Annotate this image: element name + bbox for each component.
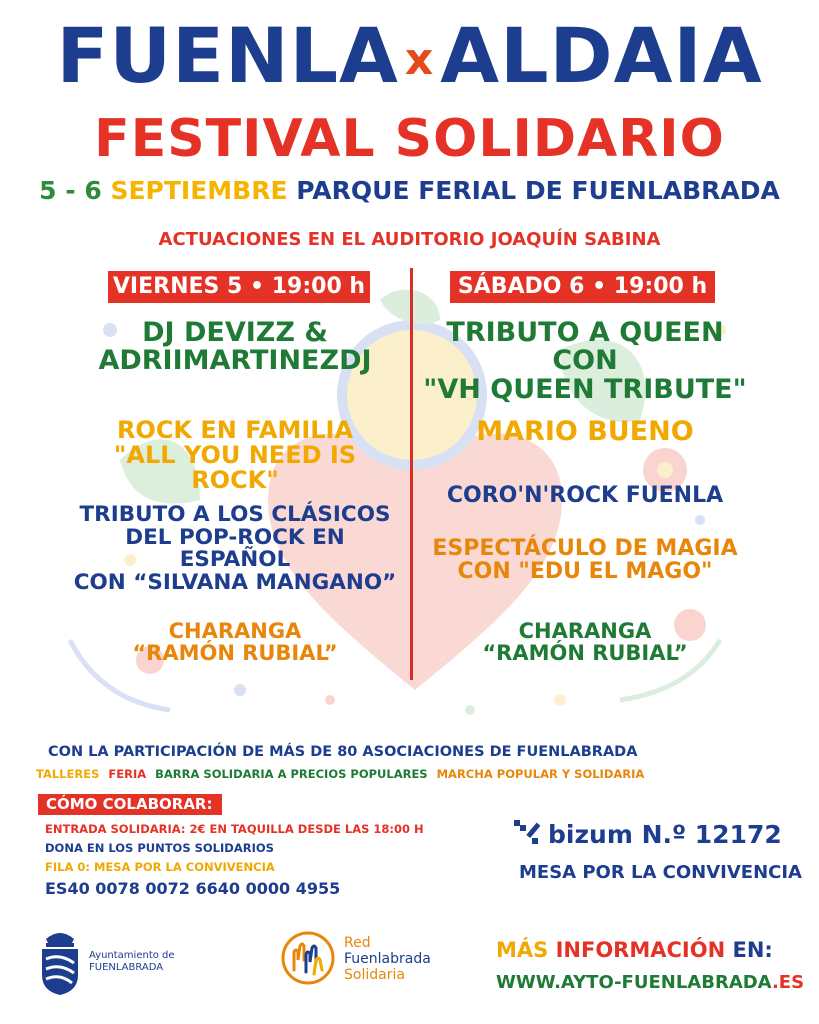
more-info-informacion: INFORMACIÓN: [555, 938, 726, 962]
act-line: ROCK EN FAMILIA: [116, 416, 354, 444]
schedule-divider: [410, 268, 413, 680]
festival-title: [0, 11, 819, 100]
saturday-act-1: [420, 319, 750, 404]
more-info-mas: MÁS: [496, 938, 549, 962]
tag-feria: FERIA: [108, 767, 147, 781]
festival-subtitle: FESTIVAL SOLIDARIO: [94, 109, 725, 169]
collaborate-title: CÓMO COLABORAR:: [38, 794, 222, 815]
act-line: ESPECTÁCULO DE MAGIA: [432, 536, 738, 561]
bizum-block: [512, 817, 782, 849]
act-line: CHARANGA: [518, 619, 652, 643]
act-line: "VH QUEEN TRIBUTE": [423, 373, 747, 405]
act-line: TRIBUTO A LOS CLÁSICOS: [79, 502, 391, 527]
dates-numbers: 5 - 6: [39, 176, 102, 205]
iban-number: ES40 0078 0072 6640 0000 4955: [45, 879, 341, 898]
ayuntamiento-text: [89, 950, 175, 974]
activity-tags: [36, 767, 649, 781]
title-right: ALDAIA: [440, 11, 763, 100]
red-solidaria-text: [344, 935, 431, 983]
act-line: DJ DEVIZZ &: [142, 317, 328, 348]
dates-month: SEPTIEMBRE: [110, 176, 288, 205]
act-line: CORO'N'ROCK FUENLA: [446, 483, 724, 508]
act-line: DEL POP-ROCK EN ESPAÑOL: [125, 524, 345, 573]
bizum-mesa: MESA POR LA CONVIVENCIA: [519, 862, 802, 883]
website-main: WWW.AYTO-FUENLABRADA: [496, 972, 772, 993]
tag-marcha: MARCHA POPULAR Y SOLIDARIA: [436, 767, 645, 781]
act-line: "ALL YOU NEED IS ROCK": [113, 441, 357, 495]
tag-barra: BARRA SOLIDARIA A PRECIOS POPULARES: [155, 767, 428, 781]
saturday-act-3: [420, 484, 750, 507]
more-info-en: EN:: [732, 938, 773, 962]
bizum-number: bizum N.º 12172: [548, 820, 782, 849]
act-line: CON “SILVANA MANGANO”: [73, 569, 397, 595]
more-info-heading: [496, 938, 773, 962]
title-left: FUENLA: [56, 11, 399, 100]
title-x: x: [404, 34, 435, 85]
act-line: “RAMÓN RUBIAL”: [132, 641, 338, 666]
act-line: ADRIIMARTINEZDJ: [98, 345, 372, 377]
friday-badge: VIERNES 5 • 19:00 h: [108, 271, 370, 303]
act-line: CHARANGA: [168, 619, 302, 643]
friday-act-2: [70, 418, 400, 494]
red-line3: Solidaria: [344, 967, 405, 984]
saturday-act-4: [420, 537, 750, 583]
dates-venue-name: PARQUE FERIAL DE FUENLABRADA: [296, 176, 780, 205]
act-line: MARIO BUENO: [476, 416, 694, 447]
friday-act-4: [70, 620, 400, 664]
bizum-icon: [512, 817, 542, 847]
saturday-act-2: [420, 418, 750, 446]
act-line: CON "EDU EL MAGO": [457, 559, 713, 585]
red-line1: Red: [344, 935, 371, 951]
ayuntamiento-line2: FUENLABRADA: [89, 962, 164, 973]
ayuntamiento-line1: Ayuntamiento de: [89, 950, 175, 961]
participation-line: CON LA PARTICIPACIÓN DE MÁS DE 80 ASOCIACIONES DE FUENLABRADA: [48, 744, 638, 760]
website-link[interactable]: [496, 972, 804, 993]
friday-act-1: [70, 319, 400, 376]
act-line: TRIBUTO A QUEEN CON: [446, 317, 724, 377]
dates-venue: [0, 178, 819, 203]
tag-talleres: TALLERES: [36, 767, 100, 781]
collaborate-fila0: FILA 0: MESA POR LA CONVIVENCIA: [45, 860, 275, 874]
act-line: “RAMÓN RUBIAL”: [482, 641, 688, 666]
red-line2: Fuenlabrada: [344, 951, 431, 968]
auditorium-line: ACTUACIONES EN EL AUDITORIO JOAQUÍN SABINA: [158, 229, 661, 250]
website-tld: .ES: [771, 972, 805, 993]
collaborate-entry: ENTRADA SOLIDARIA: 2€ EN TAQUILLA DESDE LAS 18:00 H: [45, 822, 424, 836]
saturday-badge: SÁBADO 6 • 19:00 h: [450, 271, 715, 303]
collaborate-donate: DONA EN LOS PUNTOS SOLIDARIOS: [45, 841, 274, 855]
friday-act-3: [70, 504, 400, 594]
ayuntamiento-crest-icon: [38, 925, 82, 997]
red-solidaria-hands-icon: [280, 930, 336, 986]
saturday-act-5: [420, 620, 750, 664]
